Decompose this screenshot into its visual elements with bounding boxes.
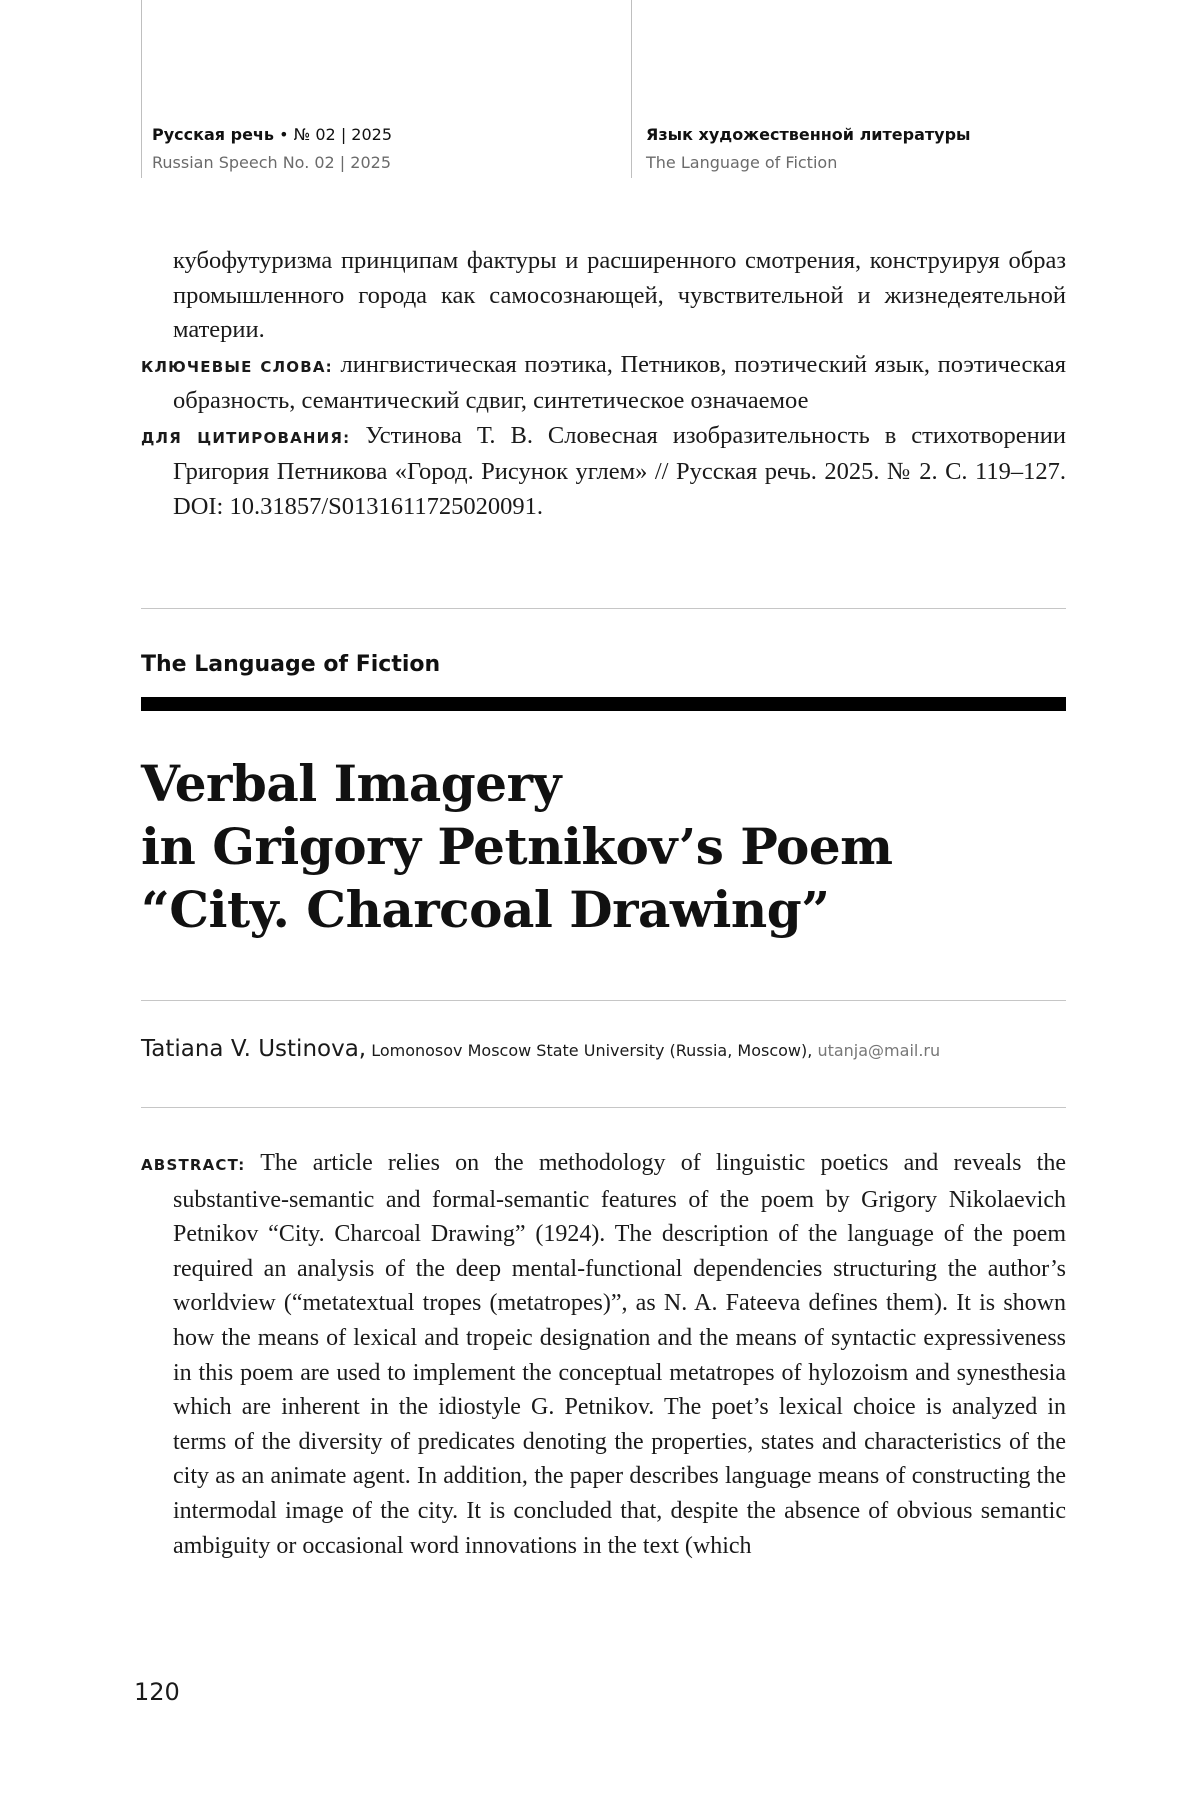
keywords-label: КЛЮЧЕВЫЕ СЛОВА: bbox=[141, 357, 333, 376]
header-rule-left bbox=[141, 0, 142, 178]
running-header-left bbox=[152, 124, 392, 174]
journal-line-ru: Русская речь • № 02 | 2025 bbox=[152, 125, 393, 144]
keywords-text: лингвистическая поэтика, Петников, поэтический язык, поэтическая образность, семантический сдвиг, синтетическое означаемое bbox=[173, 350, 1067, 414]
abstract-label: ABSTRACT: bbox=[141, 1156, 246, 1174]
abstract-paragraph bbox=[141, 1146, 1066, 1563]
ru-metadata bbox=[141, 244, 1066, 524]
running-header-right bbox=[646, 124, 971, 174]
section-rubric: The Language of Fiction bbox=[141, 652, 441, 677]
ru-keywords bbox=[141, 348, 1066, 419]
author-affiliation: Lomonosov Moscow State University (Russia, Moscow), bbox=[371, 1041, 813, 1060]
ru-abstract-tail: кубофутуризма принципам фактуры и расширенного смотрения, конструируя образ промышленного города как самосознающей, чувствительной и жизнедеятельной материи. bbox=[173, 247, 1066, 343]
section-line-en: The Language of Fiction bbox=[646, 153, 838, 172]
author-email[interactable]: utanja@mail.ru bbox=[817, 1041, 941, 1060]
author-line bbox=[141, 1036, 940, 1062]
divider-top bbox=[141, 608, 1066, 609]
divider-author-bottom bbox=[141, 1107, 1066, 1108]
page-number: 120 bbox=[134, 1678, 180, 1706]
divider-author-top bbox=[141, 1000, 1066, 1001]
author-name: Tatiana V. Ustinova, bbox=[141, 1036, 367, 1062]
title-line: “City. Charcoal Drawing” bbox=[141, 880, 830, 939]
en-abstract bbox=[141, 1146, 1066, 1563]
header-rule-right bbox=[631, 0, 632, 178]
section-line-ru: Язык художественной литературы bbox=[646, 125, 971, 144]
article-title bbox=[141, 752, 893, 941]
citation-text: Устинова Т. В. Словесная изобразительность в стихотворении Григория Петникова «Город. Рисунок углем» // Русская речь. 2025. № 2. С. 119–127. DOI: 10.31857/S0131611725020091. bbox=[173, 421, 1067, 520]
ru-citation bbox=[141, 419, 1066, 525]
title-line: in Grigory Petnikov’s Poem bbox=[141, 817, 893, 876]
abstract-text: The article relies on the methodology of linguistic poetics and reveals the substantive-semantic and formal-semantic features of the poem by Grigory Nikolaevich Petnikov “City. Charcoal Drawing” (1924). The description of the language of the poem required an analysis of the deep mental-functional dependencies structuring the author’s worldview (“metatextual tropes (metatropes)”, as N. A. Fateeva defines them). It is shown how the means of lexical and tropeic designation and the means of syntactic expressiveness in this poem are used to implement the conceptual metatropes of hylozoism and synesthesia which are inherent in the idiostyle G. Petnikov. The poet’s lexical choice is analyzed in terms of the diversity of predicates denoting the properties, states and characteristics of the city as an animate agent. In addition, the paper describes language means of constructing the intermodal image of the city. It is concluded that, despite the absence of obvious semantic ambiguity or occasional word innovations in the text (which bbox=[173, 1150, 1066, 1559]
journal-line-en: Russian Speech No. 02 | 2025 bbox=[152, 153, 391, 172]
rubric-bar bbox=[141, 697, 1066, 711]
title-line: Verbal Imagery bbox=[141, 754, 561, 813]
citation-label: ДЛЯ ЦИТИРОВАНИЯ: bbox=[141, 428, 351, 447]
